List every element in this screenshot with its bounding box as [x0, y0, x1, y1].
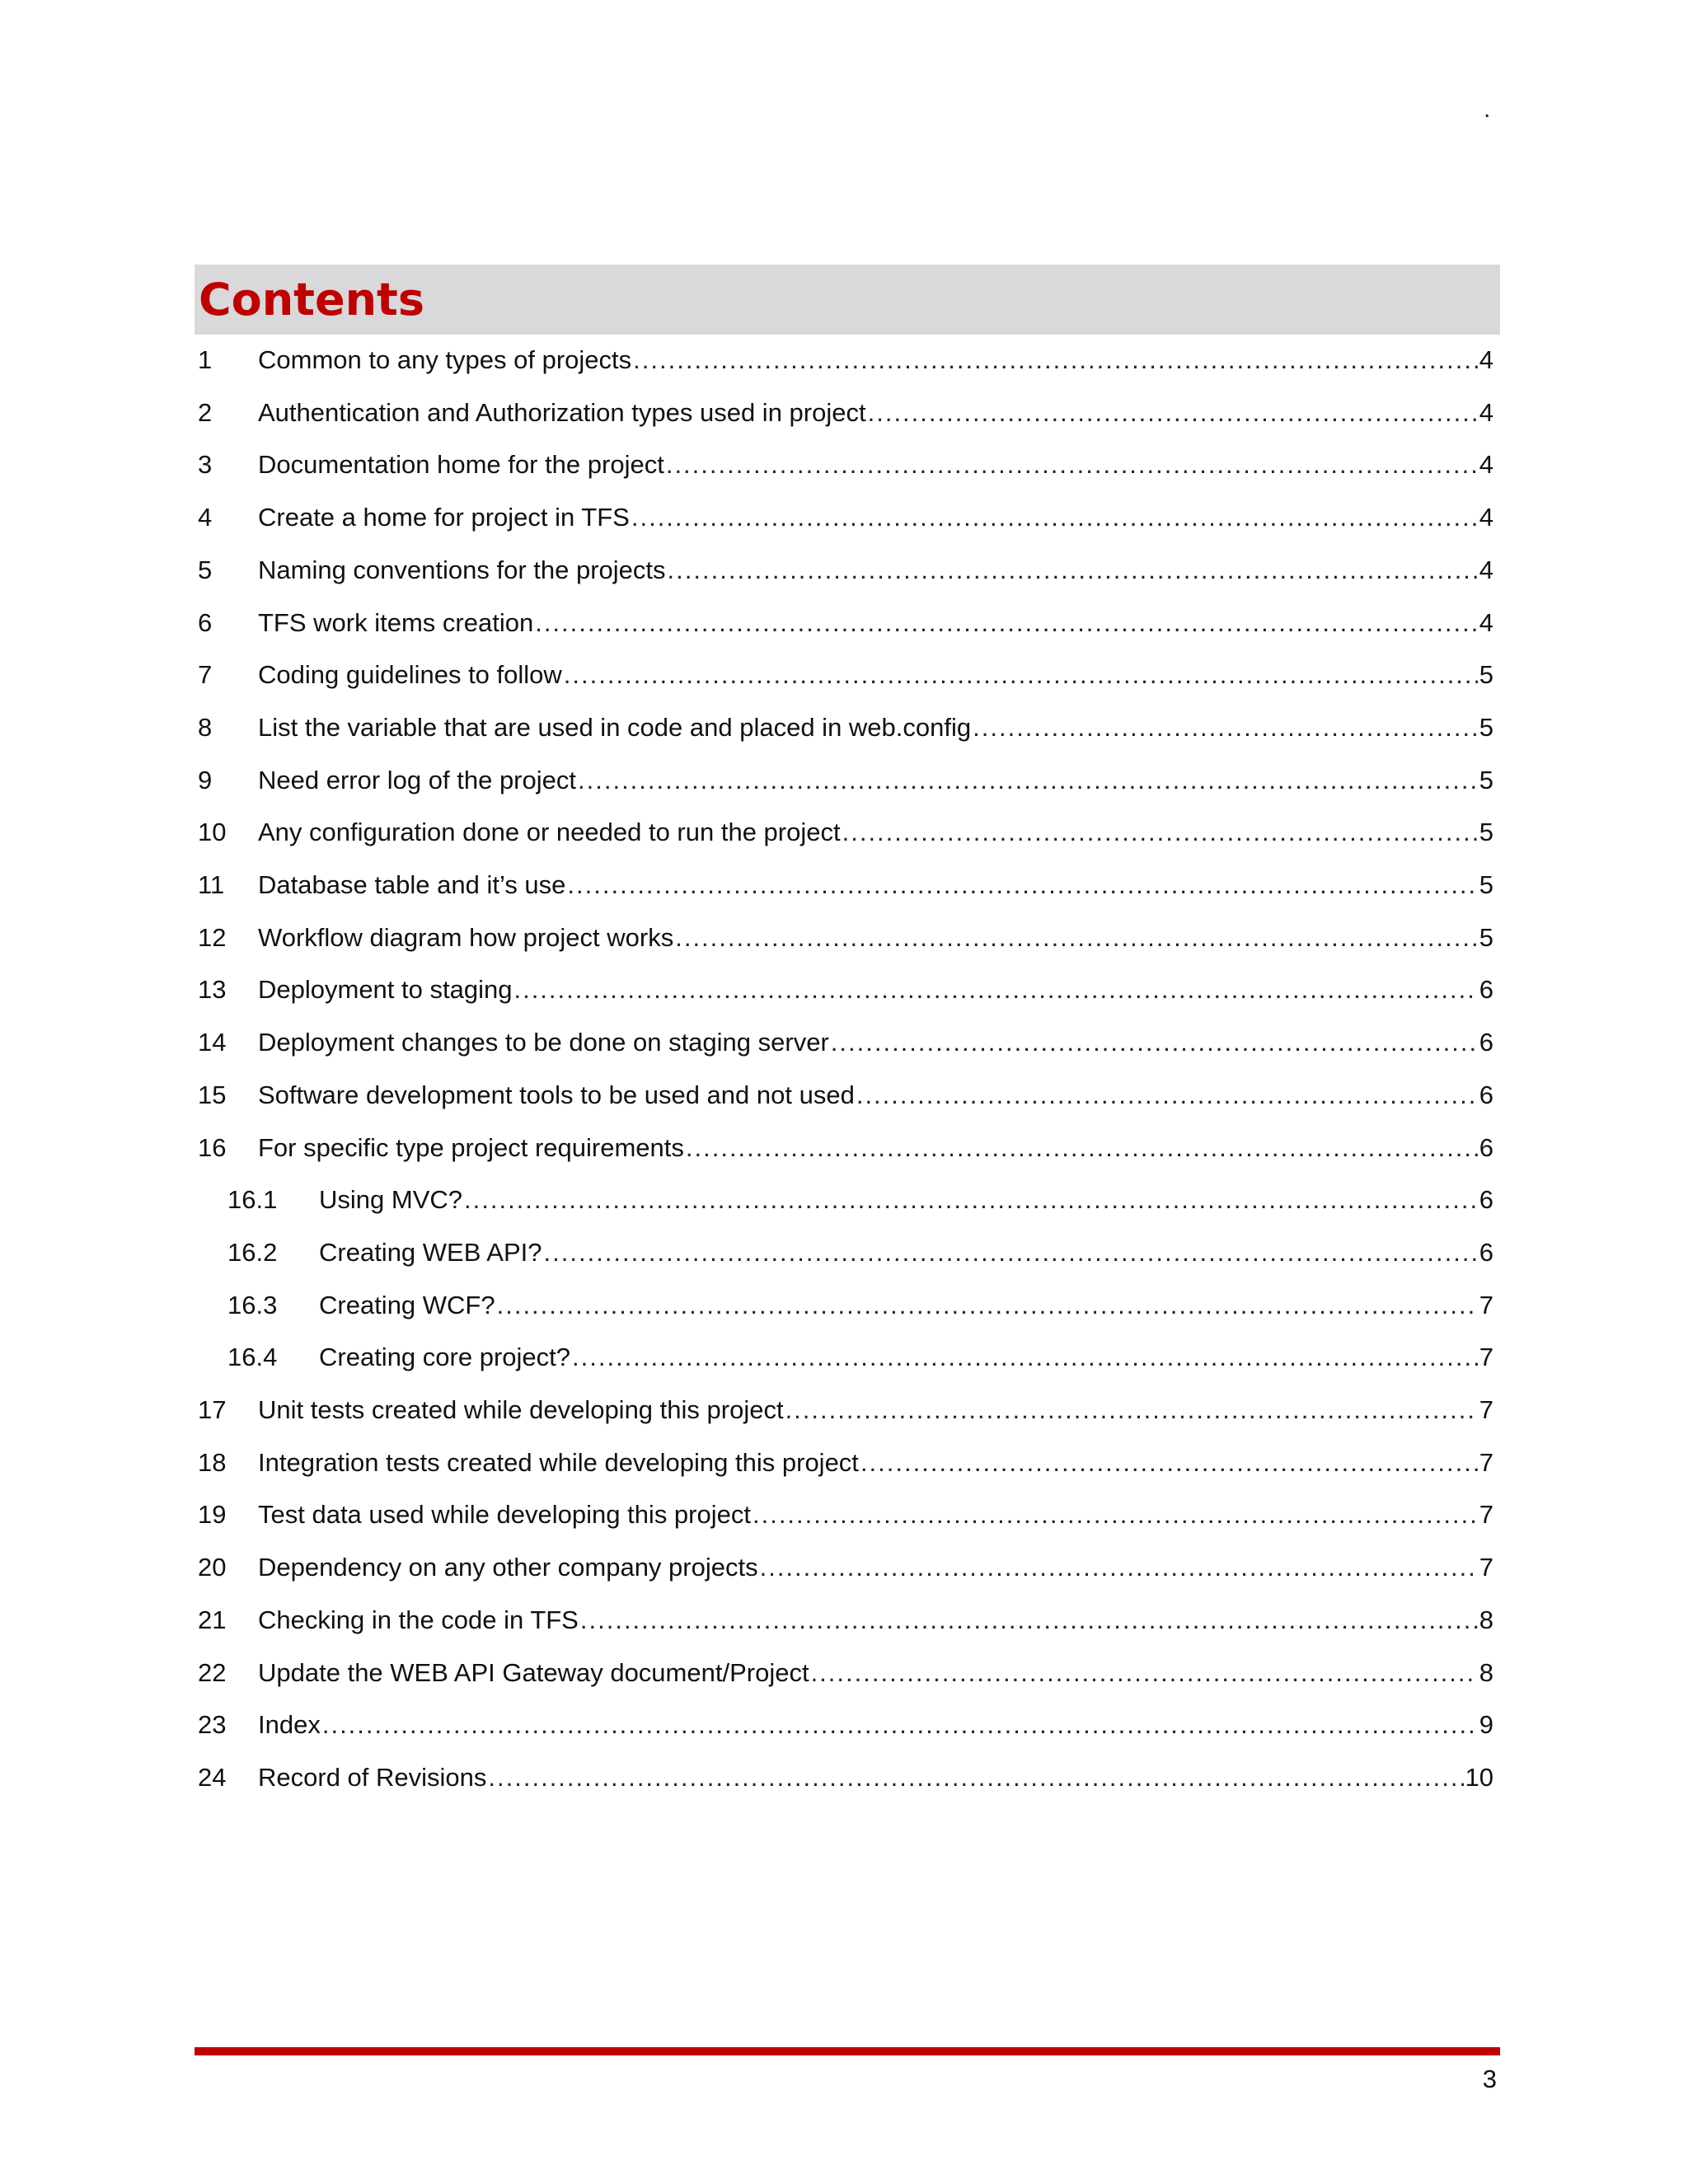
- toc-entry-page: 8: [1479, 1658, 1493, 1687]
- toc-entry[interactable]: [198, 1072, 1493, 1112]
- toc-entry-title[interactable]: Authentication and Authorization types used in project: [258, 398, 866, 427]
- toc-dot-leader: [633, 344, 1478, 377]
- page-number: 3: [1482, 2064, 1497, 2093]
- toc-entry-page: 4: [1479, 450, 1493, 479]
- toc-entry[interactable]: [227, 1177, 1493, 1216]
- toc-entry-number: 21: [198, 1605, 227, 1634]
- toc-entry[interactable]: [198, 547, 1493, 587]
- toc-entry[interactable]: [198, 1597, 1493, 1637]
- toc-entry-number: 19: [198, 1500, 227, 1529]
- toc-entry-title[interactable]: Any configuration done or needed to run the project: [258, 818, 841, 846]
- toc-entry-title[interactable]: Software development tools to be used and not used: [258, 1080, 855, 1109]
- toc-entry[interactable]: [198, 1440, 1493, 1479]
- toc-dot-leader: [464, 1183, 1478, 1216]
- toc-entry-page: 7: [1479, 1553, 1493, 1582]
- toc-dot-leader: [322, 1708, 1478, 1741]
- toc-entry-number: 11: [198, 870, 225, 899]
- toc-dot-leader: [753, 1498, 1478, 1531]
- toc-entry-page: 6: [1479, 975, 1493, 1004]
- toc-entry[interactable]: [198, 1387, 1493, 1427]
- toc-entry-number: 12: [198, 923, 227, 952]
- toc-entry-number: 15: [198, 1080, 227, 1109]
- toc-entry-title[interactable]: Record of Revisions: [258, 1763, 487, 1792]
- footer-rule: [195, 2047, 1500, 2055]
- toc-entry-number: 16.3: [227, 1291, 278, 1319]
- toc-entry[interactable]: [198, 915, 1493, 954]
- toc-dot-leader: [513, 973, 1477, 1006]
- toc-entry[interactable]: [198, 1544, 1493, 1584]
- toc-entry-title[interactable]: Integration tests created while developing this project: [258, 1448, 859, 1477]
- toc-entry-page: 4: [1479, 345, 1493, 374]
- toc-entry-title[interactable]: Naming conventions for the projects: [258, 555, 666, 584]
- toc-entry-title[interactable]: Deployment changes to be done on staging server: [258, 1028, 829, 1057]
- toc-entry-number: 7: [198, 660, 213, 689]
- toc-dot-leader: [686, 1132, 1478, 1165]
- toc-entry-number: 16.1: [227, 1185, 278, 1214]
- toc-dot-leader: [860, 1446, 1478, 1479]
- toc-entry-title[interactable]: Using MVC?: [319, 1185, 462, 1214]
- toc-dot-leader: [666, 448, 1478, 481]
- toc-entry-title[interactable]: Dependency on any other company projects: [258, 1553, 758, 1582]
- toc-entry[interactable]: [198, 757, 1493, 797]
- toc-entry-number: 6: [198, 608, 213, 637]
- toc-entry-number: 4: [198, 503, 213, 532]
- toc-entry[interactable]: [198, 390, 1493, 429]
- toc-entry-number: 8: [198, 713, 213, 742]
- toc-entry-page: 6: [1479, 1185, 1493, 1214]
- toc-entry-title[interactable]: List the variable that are used in code and placed in web.config: [258, 713, 972, 742]
- toc-dot-leader: [564, 658, 1478, 691]
- toc-entry-title[interactable]: Database table and it’s use: [258, 870, 566, 899]
- toc-entry[interactable]: [198, 1755, 1493, 1794]
- toc-entry[interactable]: [198, 600, 1493, 640]
- toc-entry-title[interactable]: Update the WEB API Gateway document/Project: [258, 1658, 809, 1687]
- toc-entry-title[interactable]: Index: [258, 1710, 321, 1739]
- toc-entry-page: 7: [1479, 1500, 1493, 1529]
- toc-entry[interactable]: [198, 337, 1493, 377]
- toc-entry[interactable]: [198, 1650, 1493, 1690]
- toc-entry-title[interactable]: Documentation home for the project: [258, 450, 664, 479]
- toc-entry-number: 16.2: [227, 1238, 278, 1267]
- toc-entry-page: 6: [1479, 1133, 1493, 1162]
- toc-entry-number: 18: [198, 1448, 227, 1477]
- toc-entry-page: 6: [1479, 1080, 1493, 1109]
- toc-entry-number: 2: [198, 398, 213, 427]
- toc-entry-number: 9: [198, 766, 213, 794]
- toc-entry[interactable]: [227, 1282, 1493, 1322]
- toc-entry-number: 1: [198, 345, 213, 374]
- toc-entry-page: 5: [1479, 923, 1493, 952]
- header-mark: .: [1484, 96, 1491, 123]
- toc-dot-leader: [785, 1394, 1478, 1427]
- toc-entry-page: 5: [1479, 766, 1493, 794]
- toc-entry[interactable]: [198, 1125, 1493, 1165]
- toc-dot-leader: [535, 607, 1478, 640]
- toc-entry-number: 23: [198, 1710, 227, 1739]
- toc-entry-title[interactable]: Deployment to staging: [258, 975, 513, 1004]
- toc-entry-title[interactable]: Creating WEB API?: [319, 1238, 542, 1267]
- toc-entry-page: 8: [1479, 1605, 1493, 1634]
- toc-entry-number: 24: [198, 1763, 227, 1792]
- toc-dot-leader: [675, 921, 1478, 954]
- toc-entry-number: 17: [198, 1395, 227, 1424]
- toc-dot-leader: [973, 711, 1478, 744]
- toc-entry-number: 22: [198, 1658, 227, 1687]
- toc-dot-leader: [831, 1026, 1478, 1059]
- toc-entry[interactable]: [198, 1019, 1493, 1059]
- toc-entry-page: 5: [1479, 870, 1493, 899]
- toc-entry-number: 14: [198, 1028, 227, 1057]
- toc-dot-leader: [488, 1761, 1463, 1794]
- toc-dot-leader: [580, 1604, 1478, 1637]
- toc-entry-page: 6: [1479, 1238, 1493, 1267]
- toc-entry-page: 10: [1465, 1763, 1493, 1792]
- toc-dot-leader: [578, 764, 1478, 797]
- toc-entry-number: 5: [198, 555, 213, 584]
- toc-entry-title[interactable]: Coding guidelines to follow: [258, 660, 562, 689]
- toc-entry-page: 4: [1479, 503, 1493, 532]
- toc-entry-title[interactable]: Workflow diagram how project works: [258, 923, 674, 952]
- toc-entry-title[interactable]: TFS work items creation: [258, 608, 534, 637]
- toc-dot-leader: [868, 396, 1478, 429]
- toc-entry-title[interactable]: Test data used while developing this project: [258, 1500, 751, 1529]
- toc-dot-leader: [631, 501, 1478, 534]
- toc-entry-number: 16: [198, 1133, 227, 1162]
- toc-entry-page: 7: [1479, 1448, 1493, 1477]
- toc-entry-page: 4: [1479, 398, 1493, 427]
- toc-entry-page: 6: [1479, 1028, 1493, 1057]
- toc-dot-leader: [497, 1289, 1478, 1322]
- toc-entry-title[interactable]: Need error log of the project: [258, 766, 576, 794]
- toc-dot-leader: [842, 816, 1478, 849]
- toc-entry-title[interactable]: Create a home for project in TFS: [258, 503, 630, 532]
- page-title: Contents: [199, 274, 425, 326]
- toc-entry[interactable]: [227, 1334, 1493, 1374]
- toc-entry-title[interactable]: Unit tests created while developing this project: [258, 1395, 784, 1424]
- toc-dot-leader: [572, 1341, 1478, 1374]
- toc-entry-page: 5: [1479, 818, 1493, 846]
- toc-entry-title[interactable]: Common to any types of projects: [258, 345, 632, 374]
- toc-entry-number: 16.4: [227, 1343, 278, 1371]
- toc-entry-title[interactable]: Creating core project?: [319, 1343, 570, 1371]
- toc-entry[interactable]: [198, 1702, 1493, 1741]
- toc-entry-number: 3: [198, 450, 213, 479]
- toc-entry-page: 7: [1479, 1395, 1493, 1424]
- toc-entry[interactable]: [198, 705, 1493, 744]
- toc-entry[interactable]: [198, 1492, 1493, 1531]
- toc-entry-page: 5: [1479, 660, 1493, 689]
- toc-entry[interactable]: [198, 809, 1493, 849]
- toc-entry[interactable]: [198, 967, 1493, 1006]
- toc-entry-title[interactable]: Creating WCF?: [319, 1291, 495, 1319]
- toc-entry-page: 7: [1479, 1343, 1493, 1371]
- toc-entry[interactable]: [198, 442, 1493, 481]
- toc-entry-title[interactable]: For specific type project requirements: [258, 1133, 684, 1162]
- toc-entry[interactable]: [227, 1230, 1493, 1269]
- toc-entry-page: 4: [1479, 608, 1493, 637]
- toc-entry-number: 10: [198, 818, 227, 846]
- toc-entry-title[interactable]: Checking in the code in TFS: [258, 1605, 579, 1634]
- toc-dot-leader: [544, 1236, 1478, 1269]
- toc-dot-leader: [811, 1657, 1478, 1690]
- toc-entry-page: 7: [1479, 1291, 1493, 1319]
- toc-entry-page: 4: [1479, 555, 1493, 584]
- toc-dot-leader: [856, 1079, 1478, 1112]
- toc-dot-leader: [760, 1551, 1478, 1584]
- toc-entry-number: 13: [198, 975, 227, 1004]
- toc-dot-leader: [668, 554, 1478, 587]
- toc-dot-leader: [567, 869, 1477, 902]
- toc-entry[interactable]: [198, 494, 1493, 534]
- toc-entry[interactable]: [198, 652, 1493, 691]
- toc-entry-number: 20: [198, 1553, 227, 1582]
- toc-entry[interactable]: [198, 862, 1493, 902]
- toc-entry-page: 9: [1479, 1710, 1493, 1739]
- toc-entry-page: 5: [1479, 713, 1493, 742]
